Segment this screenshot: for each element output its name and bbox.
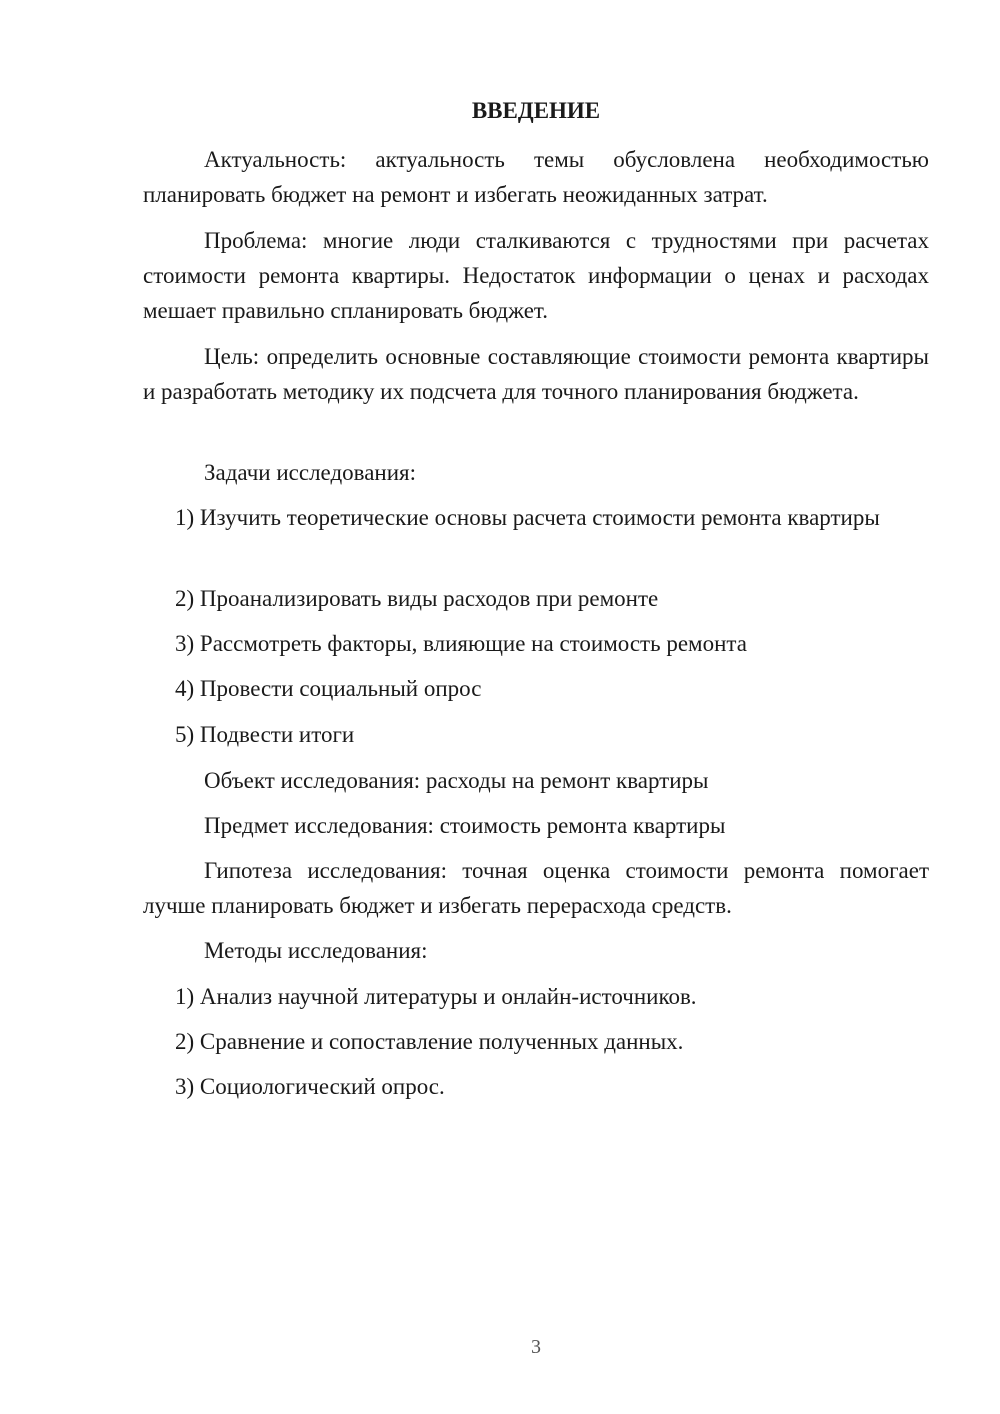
task-item-4: 4) Провести социальный опрос: [175, 676, 482, 701]
task-item-3: 3) Рассмотреть факторы, влияющие на стоимость ремонта: [175, 631, 747, 656]
tasks-title: Задачи исследования:: [204, 460, 417, 485]
object-paragraph: Объект исследования: расходы на ремонт квартиры: [204, 768, 709, 793]
relevance-paragraph: Актуальность: актуальность темы обусловлена необходимостью планировать бюджет на ремонт и избегать неожиданных затрат.: [143, 147, 929, 207]
method-item-3: 3) Социологический опрос.: [175, 1074, 445, 1099]
goal-paragraph: Цель: определить основные составляющие стоимости ремонта квартиры и разработать методику их подсчета для точного планирования бюджета.: [143, 344, 929, 404]
problem-paragraph: Проблема: многие люди сталкиваются с трудностями при расчетах стоимости ремонта квартиры. Недостаток информации о ценах и расходах мешает правильно спланировать бюджет.: [143, 228, 929, 323]
task-item-2: 2) Проанализировать виды расходов при ремонте: [175, 586, 659, 611]
hypothesis-paragraph: Гипотеза исследования: точная оценка стоимости ремонта помогает лучше планировать бюджет и избегать перерасхода средств.: [143, 858, 929, 918]
method-item-1: 1) Анализ научной литературы и онлайн-источников.: [175, 984, 697, 1009]
methods-title: Методы исследования:: [204, 938, 428, 963]
page-number: 3: [531, 1336, 541, 1358]
method-item-2: 2) Сравнение и сопоставление полученных данных.: [175, 1029, 684, 1054]
section-heading: ВВЕДЕНИЕ: [471, 98, 601, 123]
subject-paragraph: Предмет исследования: стоимость ремонта квартиры: [204, 813, 726, 838]
task-item-5: 5) Подвести итоги: [175, 722, 355, 747]
task-item-1: 1) Изучить теоретические основы расчета стоимости ремонта квартиры: [175, 505, 880, 530]
